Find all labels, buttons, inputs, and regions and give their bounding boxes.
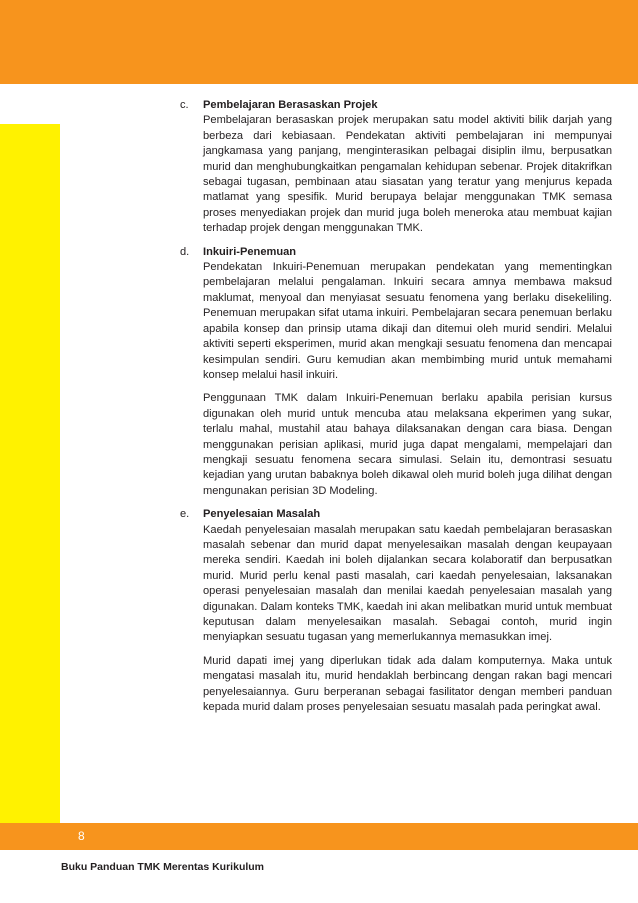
- section-paragraph: Penggunaan TMK dalam Inkuiri-Penemuan berlaku apabila perisian kursus digunakan oleh murid untuk mencuba atau melaksana ekperimen yang sukar, terlalu mahal, mustahil atau bahaya dilaksanakan dengan cara biasa. Dengan menggunakan perisian aplikasi, murid juga dapat mengalami, mempelajari dan mengkaji sesuatu fenomena secara simulasi. Selain itu, demontrasi sesuatu kejadian yang urutan babaknya boleh dikawal oleh murid boleh juga dilihat dengan mengunakan perisian 3D Modeling.: [203, 392, 612, 497]
- section-heading: Pembelajaran Berasaskan Projek: [203, 99, 378, 111]
- section-inkuiri-penemuan: [180, 245, 612, 500]
- page-number: 8: [78, 829, 85, 843]
- section-penyelesaian-masalah: [180, 507, 612, 715]
- section-marker: c.: [180, 99, 189, 111]
- section-heading: Penyelesaian Masalah: [203, 508, 321, 521]
- section-marker: d.: [180, 245, 190, 258]
- section-paragraph: Pembelajaran berasaskan projek merupakan satu model aktiviti bilik darjah yang berbeza dari kebiasaan. Pendekatan aktiviti pembelajaran ini mempunyai jangkamasa yang panjang, menginterasikan pelbagai disiplin ilmu, berpusatkan murid dan menghubungkaitkan pengamalan kehidupan sebenar. Projek ditakrifkan sebagai tugasan, pembinaan atau siasatan yang teratur yang menjurus kepada matlamat yang spesifik. Murid berupaya belajar menggunakan TMK semasa proses menyediakan projek dan murid juga boleh meneroka atau membuat kajian terhadap projek dengan menggunakan TMK.: [203, 114, 612, 235]
- header-orange-band: [0, 0, 638, 84]
- left-yellow-strip: [0, 124, 60, 823]
- section-pembelajaran-berasaskan-projek: [180, 98, 612, 237]
- section-paragraph: Pendekatan Inkuiri-Penemuan merupakan pendekatan yang mementingkan pembelajaran melalui pengalaman. Inkuiri secara amnya membawa maksud maklumat, menyoal dan menyiasat sesuatu fenomena yang berlaku disekeliling. Penemuan merupakan sifat utama inkuiri. Pembelajaran secara penemuan berlaku apabila konsep dan prinsip utama dikaji dan ditemui oleh murid sendiri. Melalui aktiviti seperti eksperimen, murid akan mengkaji sesuatu fenomena dan mencapai kesimpulan sendiri. Guru kemudian akan membimbing murid untuk memahami konsep melalui hasil inkuiri.: [203, 261, 612, 381]
- section-marker: e.: [180, 508, 190, 521]
- main-content: [180, 98, 612, 723]
- footer-title: Buku Panduan TMK Merentas Kurikulum: [61, 861, 265, 873]
- page-number-box: [60, 823, 172, 850]
- section-paragraph: Murid dapati imej yang diperlukan tidak ada dalam komputernya. Maka untuk mengatasi masalah itu, murid hendaklah berbincang dengan rakan bagi mencari penyelesaiannya. Guru berperanan sebagai fasilitator dengan memberi panduan kepada murid dalam proses penyelesaian sesuatu masalah pada peringkat awal.: [203, 654, 612, 714]
- section-paragraph: Kaedah penyelesaian masalah merupakan satu kaedah pembelajaran berasaskan masalah sebenar dan murid dapat menyelesaikan masalah dengan keupayaan mereka sendiri. Kaedah ini boleh dijalankan secara kolaboratif dan berpusatkan murid. Murid perlu kenal pasti masalah, cari kaedah penyelesaian, laksanakan operasi penyelesaian masalah dan menilai kaedah penyelesaian masalah yang digunakan. Dalam konteks TMK, kaedah ini akan melibatkan murid untuk membuat keputusan dalam menyelesaikan masalah. Sebagai contoh, murid ingin menyiapkan sesuatu tugasan yang memerlukannya memasukkan imej.: [203, 523, 612, 644]
- section-heading: Inkuiri-Penemuan: [203, 245, 297, 258]
